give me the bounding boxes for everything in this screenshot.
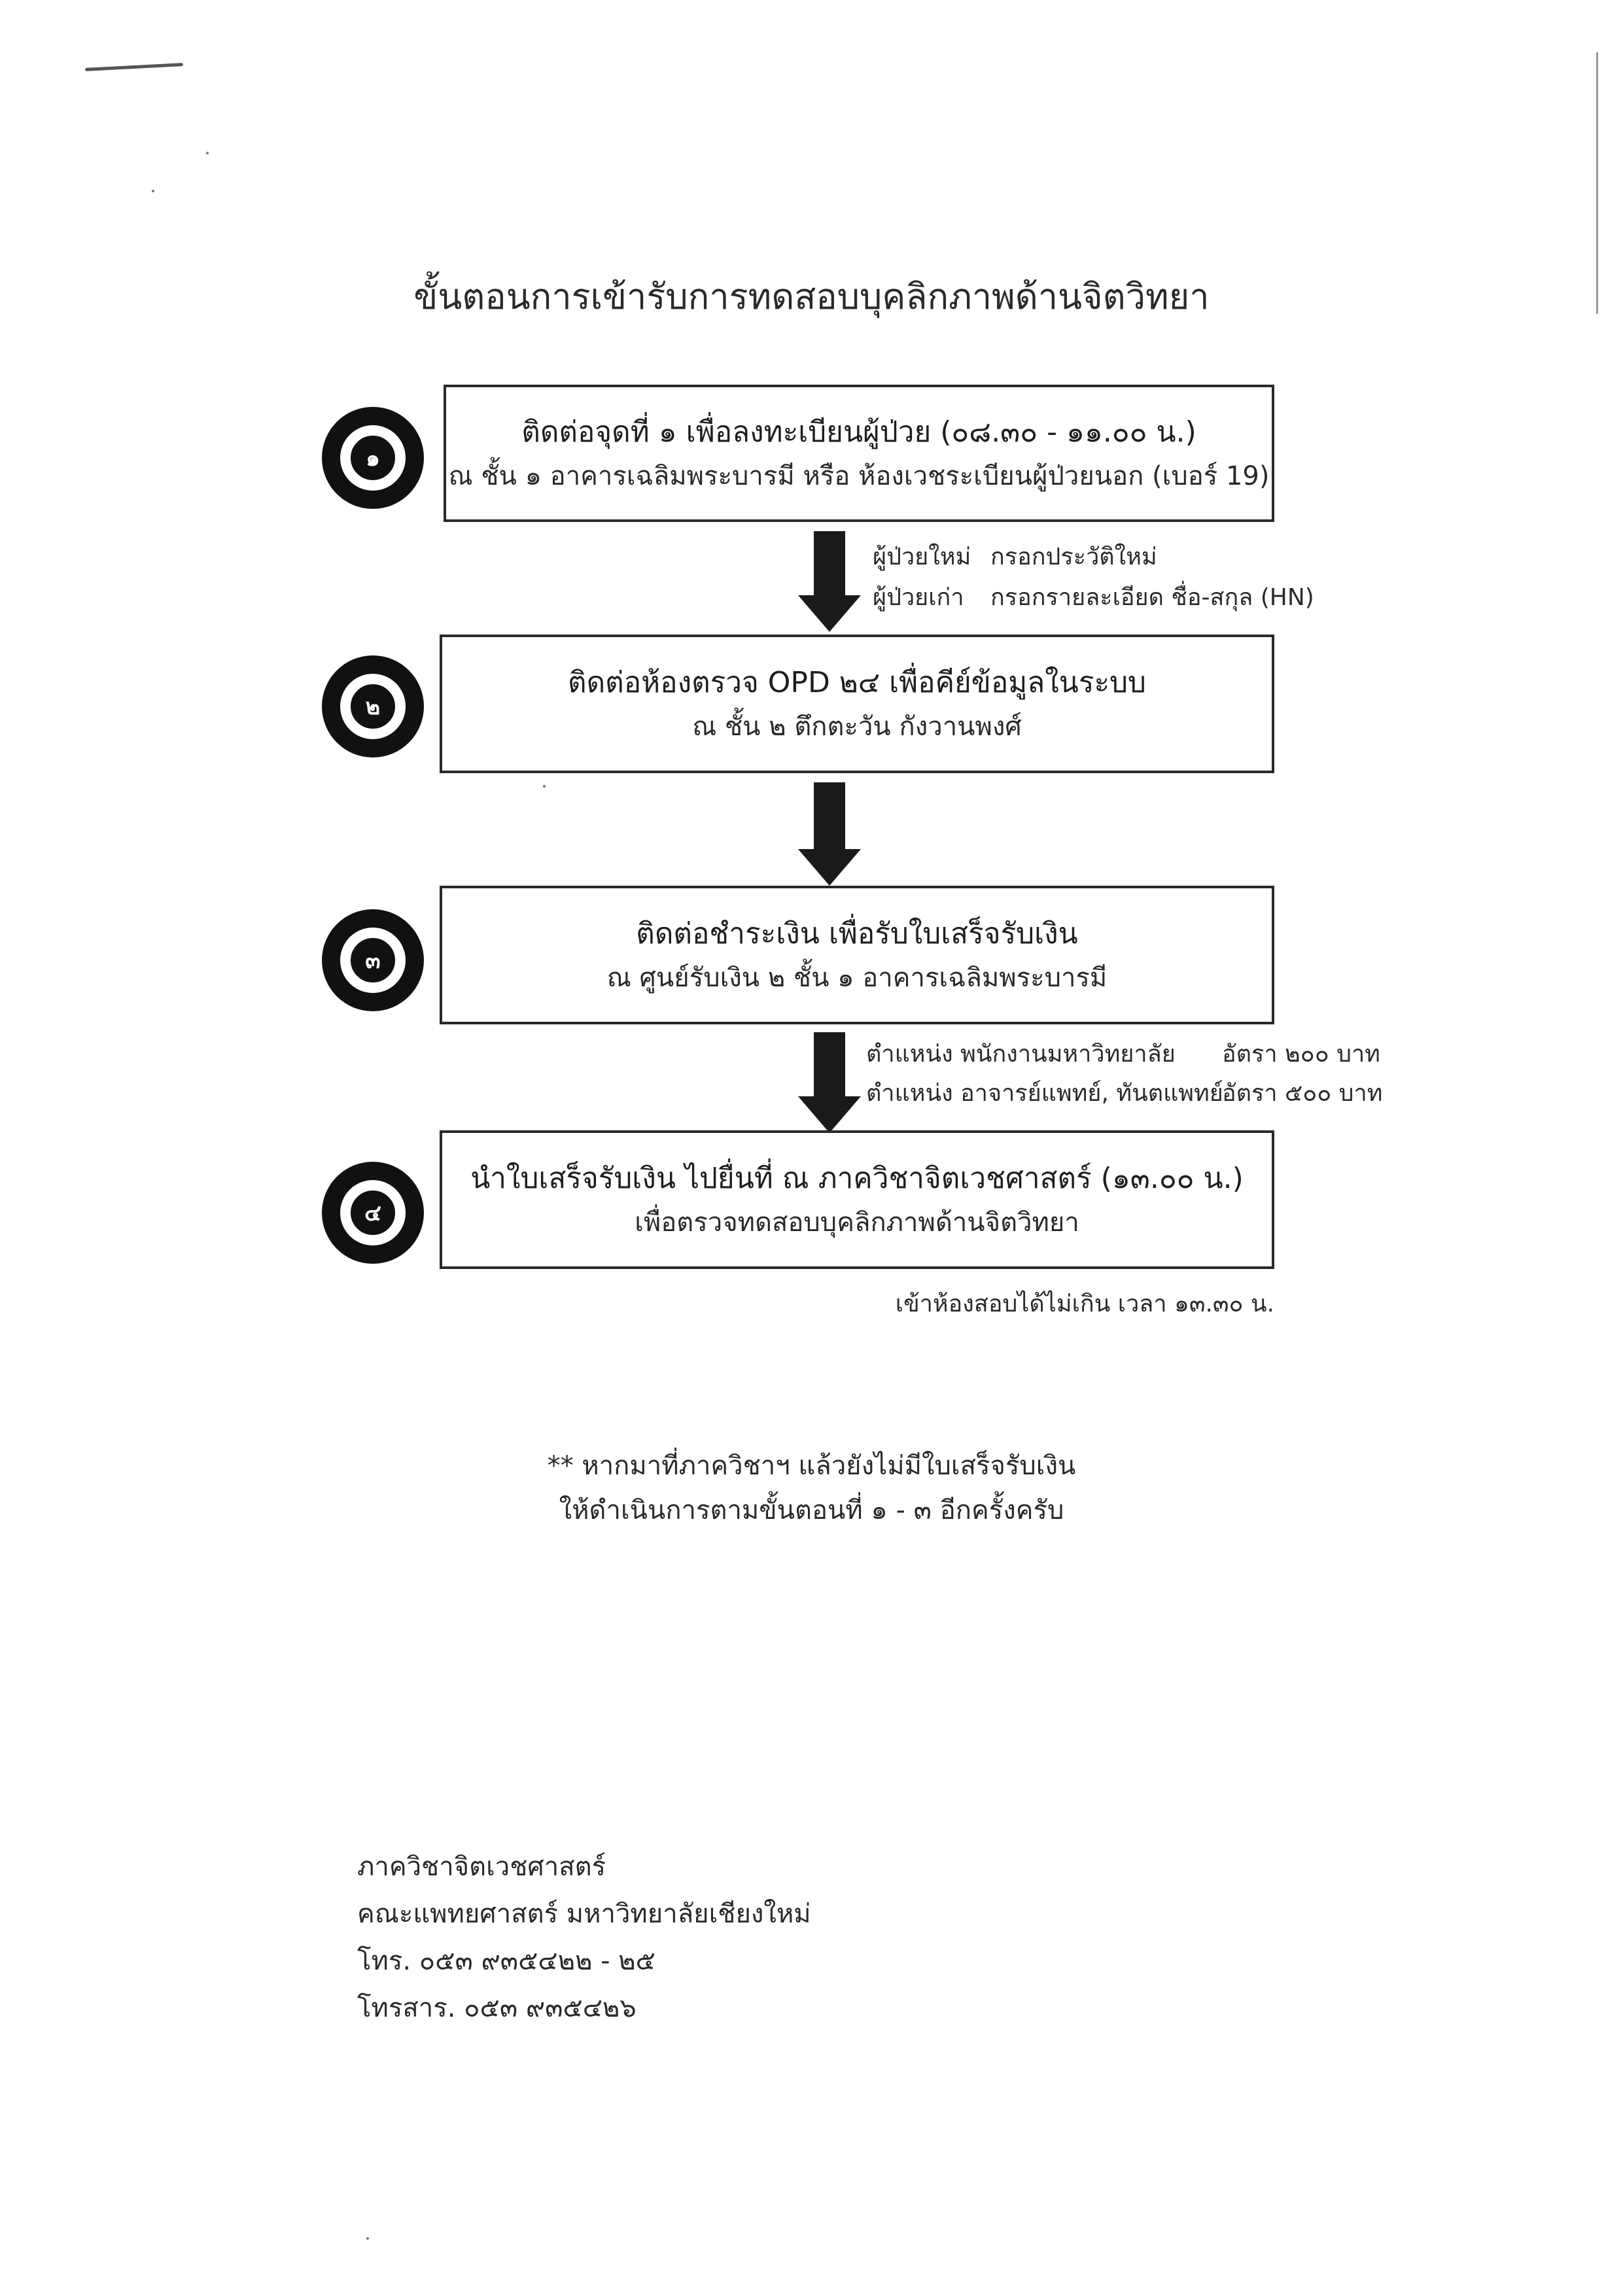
step-3-number-badge bbox=[322, 909, 424, 1011]
step-3-sub-text: ณ ศูนย์รับเงิน ๒ ชั้น ๑ อาคารเฉลิมพระบารมี bbox=[606, 963, 1108, 993]
arrow-1-down-icon bbox=[798, 595, 861, 632]
deadline-note: เข้าห้องสอบได้ไม่เกิน เวลา ๑๓.๓๐ น. bbox=[895, 1291, 1274, 1317]
scan-speck bbox=[152, 190, 154, 192]
thai-numeral-four-icon bbox=[340, 1180, 406, 1245]
footer-fax: โทรสาร. ๐๕๓ ๙๓๕๔๒๖ bbox=[357, 1993, 637, 2023]
arrow-3-down-icon bbox=[798, 1096, 861, 1133]
reminder-line-2: ให้ดำเนินการตามขั้นตอนที่ ๑ - ๓ อีกครั้งครับ bbox=[559, 1495, 1064, 1525]
step-4-box bbox=[440, 1130, 1274, 1269]
step-2-number: ๒ bbox=[365, 694, 381, 720]
arrow-3-shaft bbox=[814, 1032, 845, 1098]
step-1-sub-text: ณ ชั้น ๑ อาคารเฉลิมพระบารมี หรือ ห้องเวชระเบียนผู้ป่วยนอก (เบอร์ 19) bbox=[448, 461, 1270, 491]
arrow-1-note-label-1: ผู้ป่วยใหม่ bbox=[873, 544, 971, 570]
step-3-box bbox=[440, 886, 1274, 1024]
arrow-1-note-value-2: กรอกรายละเอียด ชื่อ-สกุล (HN) bbox=[990, 584, 1314, 611]
step-1-number: ๑ bbox=[366, 445, 380, 472]
step-2-box bbox=[440, 635, 1274, 773]
step-4-number: ๔ bbox=[364, 1200, 381, 1226]
scan-speck bbox=[206, 152, 209, 154]
arrow-3-note-label-2: ตำแหน่ง อาจารย์แพทย์, ทันตแพทย์ bbox=[866, 1080, 1223, 1107]
arrow-3-note-rate-2: อัตรา ๕๐๐ บาท bbox=[1222, 1080, 1383, 1107]
arrow-3-note-rate-1: อัตรา ๒๐๐ บาท bbox=[1222, 1041, 1380, 1068]
arrow-3-note-label-1: ตำแหน่ง พนักงานมหาวิทยาลัย bbox=[866, 1041, 1176, 1068]
step-4-sub-text: เพื่อตรวจทดสอบบุคลิกภาพด้านจิตวิทยา bbox=[635, 1208, 1079, 1238]
step-2-number-badge bbox=[322, 655, 424, 757]
footer-phone: โทร. ๐๕๓ ๙๓๕๔๒๒ - ๒๕ bbox=[357, 1946, 655, 1976]
footer-department: ภาควิชาจิตเวชศาสตร์ bbox=[357, 1852, 606, 1882]
scan-speck bbox=[366, 2237, 369, 2240]
footer-faculty: คณะแพทยศาสตร์ มหาวิทยาลัยเชียงใหม่ bbox=[357, 1899, 811, 1929]
step-3-main-text: ติดต่อชำระเงิน เพื่อรับใบเสร็จรับเงิน bbox=[636, 917, 1078, 950]
reminder-line-1: ** หากมาที่ภาควิชาฯ แล้วยังไม่มีใบเสร็จรับเงิน bbox=[547, 1451, 1076, 1481]
step-1-number-badge bbox=[322, 407, 424, 509]
step-4-main-text: นำใบเสร็จรับเงิน ไปยื่นที่ ณ ภาควิชาจิตเวชศาสตร์ (๑๓.๐๐ น.) bbox=[470, 1162, 1244, 1195]
step-2-sub-text: ณ ชั้น ๒ ตึกตะวัน กังวานพงศ์ bbox=[692, 712, 1022, 742]
document-title: ขั้นตอนการเข้ารับการทดสอบบุคลิกภาพด้านจิตวิทยา bbox=[413, 276, 1210, 317]
arrow-2-down-icon bbox=[798, 849, 861, 886]
step-1-main-text: ติดต่อจุดที่ ๑ เพื่อลงทะเบียนผู้ป่วย (๐๘.๓๐ - ๑๑.๐๐ น.) bbox=[521, 415, 1196, 449]
thai-numeral-three-icon bbox=[340, 928, 406, 993]
scan-artifact-line bbox=[85, 63, 183, 71]
step-3-number: ๓ bbox=[365, 948, 381, 974]
step-4-number-badge bbox=[322, 1162, 424, 1264]
arrow-1-note-label-2: ผู้ป่วยเก่า bbox=[873, 584, 964, 611]
scan-speck bbox=[543, 785, 546, 788]
step-2-main-text: ติดต่อห้องตรวจ OPD ๒๔ เพื่อคีย์ข้อมูลในระบบ bbox=[568, 666, 1146, 699]
arrow-1-note-value-1: กรอกประวัติใหม่ bbox=[990, 544, 1157, 570]
step-1-box bbox=[444, 385, 1274, 522]
arrow-1-shaft bbox=[814, 531, 845, 597]
thai-numeral-one-icon bbox=[340, 425, 406, 491]
arrow-2-shaft bbox=[814, 782, 845, 850]
thai-numeral-two-icon bbox=[340, 674, 406, 739]
